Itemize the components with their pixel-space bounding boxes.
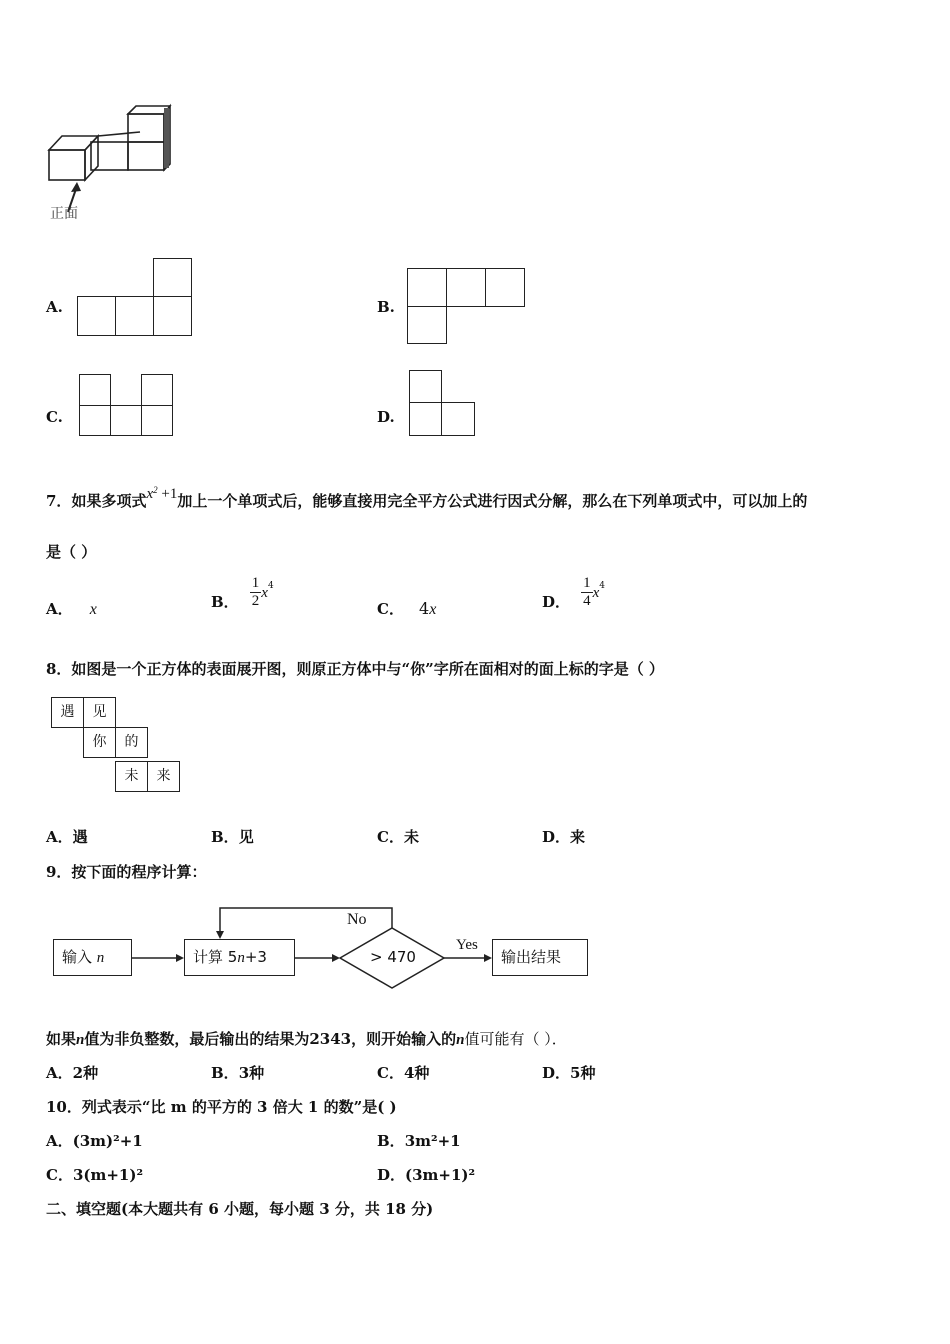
flow-compute-box: 计算 5n+3	[184, 939, 295, 976]
section-2-title: 二、填空题(本大题共有 6 小题，每小题 3 分，共 18 分)	[46, 1200, 434, 1218]
option-a-label[interactable]: A.	[46, 298, 63, 316]
net-cell-4: 的	[115, 727, 148, 758]
q9-option-d[interactable]: D．5种	[542, 1064, 596, 1082]
arrow-head-2	[332, 954, 340, 962]
option-d-label[interactable]: D.	[377, 408, 395, 426]
q8-option-a[interactable]: A．遇	[46, 828, 88, 846]
flow-output-box: 输出结果	[492, 939, 588, 976]
question-8-text: 8．如图是一个正方体的表面展开图，则原正方体中与“你”字所在面相对的面上标的字是（ ）	[46, 660, 664, 678]
arrow-head-1	[176, 954, 184, 962]
arrow-head-3	[484, 954, 492, 962]
q7-option-a[interactable]: A． x	[46, 600, 97, 618]
arrow-head-4	[216, 931, 224, 939]
net-cell-2: 见	[83, 697, 116, 728]
q7-option-b[interactable]: B． $\frac{1}{2}$ $x^4$	[211, 575, 274, 611]
flow-yes-label: Yes	[456, 937, 478, 953]
question-9-text: 9．按下面的程序计算：	[46, 863, 207, 881]
flow-no-label: No	[347, 911, 367, 928]
q8-option-c[interactable]: C．未	[377, 828, 419, 846]
front-view-label: 正面	[50, 206, 78, 222]
q8-option-d[interactable]: D．来	[542, 828, 586, 846]
flow-input-box: 输入 n	[53, 939, 132, 976]
q10-option-b[interactable]: B．3m²+1	[377, 1132, 461, 1150]
q10-option-a[interactable]: A．(3m)²+1	[46, 1132, 143, 1150]
q10-option-d[interactable]: D．(3m+1)²	[377, 1166, 476, 1184]
net-cell-1: 遇	[51, 697, 84, 728]
question-7-line1: 7．如果多项式$x^2 +1$加上一个单项式后，能够直接用完全平方公式进行因式分解，那么在下列单项式中，可以加上的	[46, 485, 808, 510]
q10-option-c[interactable]: C．3(m+1)²	[46, 1166, 144, 1184]
net-cell-6: 来	[147, 761, 180, 792]
question-7-line2: 是（ ）	[46, 543, 97, 561]
q9-option-a[interactable]: A．2种	[46, 1064, 99, 1082]
question-10-text: 10．列式表示“比 m 的平方的 3 倍大 1 的数”是( )	[46, 1098, 397, 1116]
q9-option-b[interactable]: B．3种	[211, 1064, 265, 1082]
option-c-label[interactable]: C.	[46, 408, 63, 426]
q8-option-b[interactable]: B．见	[211, 828, 254, 846]
net-cell-3: 你	[83, 727, 116, 758]
flow-connectors	[0, 880, 620, 1000]
q9-option-c[interactable]: C．4种	[377, 1064, 430, 1082]
flow-condition: > 470	[370, 948, 416, 966]
q7-option-c[interactable]: C． 4x	[377, 599, 437, 618]
q7-option-d[interactable]: D． $\frac{1}{4}$ $x^4$	[542, 575, 606, 611]
net-cell-5: 未	[115, 761, 148, 792]
option-b-label[interactable]: B.	[377, 298, 395, 316]
question-9-prompt: 如果n值为非负整数，最后输出的结果为2343，则开始输入的n值可能有（ ）．	[46, 1030, 567, 1048]
